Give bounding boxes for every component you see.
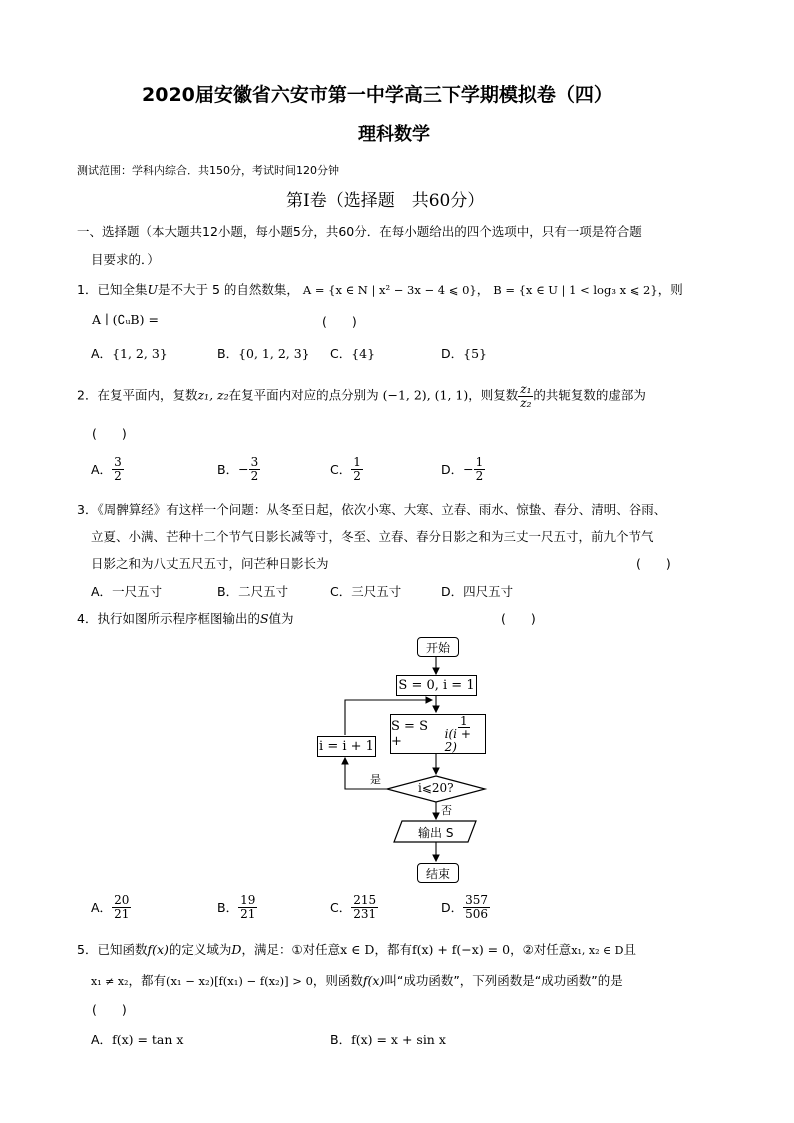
q3-answer-paren: ( ) [636, 556, 671, 571]
q2-option-c[interactable]: C． $\frac{1}{2}$ [330, 455, 361, 483]
page-subtitle: 理科数学 [358, 124, 430, 145]
flow-init: S = 0, i = 1 [396, 675, 477, 696]
q1-text-a: 1．已知全集 [77, 282, 148, 297]
question-1-line-1 [77, 280, 683, 298]
q1-set-b: B = {x ∈ U | 1 < log₃ x ⩽ 2} [493, 283, 658, 297]
flowchart [300, 630, 500, 890]
flow-output: 输出 S [418, 826, 454, 840]
q2-points: (−1, 2), (1, 1) [382, 387, 469, 403]
q5-option-b[interactable]: B．f(x) = x + sin x [330, 1032, 446, 1047]
q1-option-d[interactable]: D．{5} [441, 346, 487, 361]
q1-tail: ，则 [657, 282, 683, 297]
question-5-line-2: x₁ ≠ x₂，都有(x₁ − x₂)[f(x₁) − f(x₂)] > 0，则函数f(x)叫“成功函数”，下列函数是“成功函数”的是 [91, 973, 623, 988]
flowchart-connectors [300, 630, 500, 890]
q2-option-d[interactable]: D．− $\frac{1}{2}$ [441, 455, 484, 483]
q3-option-d[interactable]: D．四尺五寸 [441, 584, 514, 599]
q4-option-d[interactable]: D． $\frac{357}{506}$ [441, 893, 489, 921]
instructions-line-2: 目要求的．） [91, 252, 160, 267]
q2-fraction: $\frac{\text{z₁}}{\text{z₂}}$ [520, 382, 532, 410]
q1-sep: ， [476, 282, 490, 297]
q5-option-a[interactable]: A．f(x) = tan x [91, 1032, 184, 1047]
q1-answer-paren: ( ) [322, 314, 357, 329]
question-3-line-3: 日影之和为八丈五尺五寸，问芒种日影长为 [91, 556, 329, 571]
q2-option-a[interactable]: A． $\frac{3}{2}$ [91, 455, 122, 483]
page-title: 2020届安徽省六安市第一中学高三下学期模拟卷（四） [142, 84, 613, 106]
question-3-line-1: 3．《周髀算经》有这样一个问题：从冬至日起，依次小寒、大寒、立春、雨水、惊蛰、春分、清明、谷雨、 [77, 502, 667, 517]
q2-complex-numbers: z₁, z₂ [197, 387, 229, 403]
q1-option-c[interactable]: C．{4} [330, 346, 376, 361]
question-4-line-1: 4．执行如图所示程序框图输出的S值为 [77, 611, 294, 626]
q3-option-c[interactable]: C．三尺五寸 [330, 584, 402, 599]
q3-option-b[interactable]: B．二尺五寸 [217, 584, 289, 599]
q1-option-a[interactable]: A．{1, 2, 3} [91, 346, 168, 361]
question-3-line-2: 立夏、小满、芒种十二个节气日影长减等寸，冬至、立春、春分日影之和为三丈一尺五寸，前九个节气 [91, 529, 654, 544]
q4-option-b[interactable]: B． $\frac{19}{21}$ [217, 893, 256, 921]
q1-expression: A ∣ (∁ᵤB) = [92, 312, 159, 327]
flow-increment: i = i + 1 [317, 736, 376, 757]
flow-no-label: 否 [441, 804, 452, 817]
flow-condition: i⩽20? [418, 781, 454, 795]
q4-option-a[interactable]: A． $\frac{20}{21}$ [91, 893, 130, 921]
flow-start: 开始 [417, 637, 459, 657]
question-2-line-1: 2．在复平面内，复数z₁, z₂在复平面内对应的点分别为 (−1, 2), (1, 1)，则复数 $\frac{\text{z₁}}{\text{z₂}}$ 的共轭复数的虚部为 [77, 382, 646, 410]
q4-option-c[interactable]: C． $\frac{215}{231}$ [330, 893, 377, 921]
q3-option-a[interactable]: A．一尺五寸 [91, 584, 163, 599]
section-heading: 第Ⅰ卷（选择题 共60分） [286, 191, 485, 211]
flow-update: S = S + $\frac{1}{i(i + 2)}$ [390, 714, 486, 754]
instructions-line-1: 一、选择题（本大题共12小题，每小题5分，共60分．在每小题给出的四个选项中，只有一项是符合题 [77, 224, 642, 239]
q1-universal-set: U [147, 282, 158, 297]
q1-option-b[interactable]: B．{0, 1, 2, 3} [217, 346, 310, 361]
q5-answer-paren: ( ) [92, 1002, 127, 1017]
test-scope: 测试范围：学科内综合．共150分，考试时间120分钟 [77, 164, 339, 177]
flow-yes-label: 是 [370, 773, 381, 786]
question-5-line-1: 5．已知函数f(x)的定义域为D，满足：①对任意x ∈ D，都有f(x) + f(−x) = 0，②对任意x₁, x₂ ∈ D且 [77, 942, 637, 957]
q2-answer-paren: ( ) [92, 426, 127, 441]
q4-answer-paren: ( ) [501, 611, 536, 626]
q1-text-b: 是不大于 5 的自然数集， [158, 282, 299, 297]
flow-end: 结束 [417, 863, 459, 883]
q2-option-b[interactable]: B．− $\frac{3}{2}$ [217, 455, 259, 483]
q1-set-a: A = {x ∈ N | x² − 3x − 4 ⩽ 0} [302, 283, 477, 297]
